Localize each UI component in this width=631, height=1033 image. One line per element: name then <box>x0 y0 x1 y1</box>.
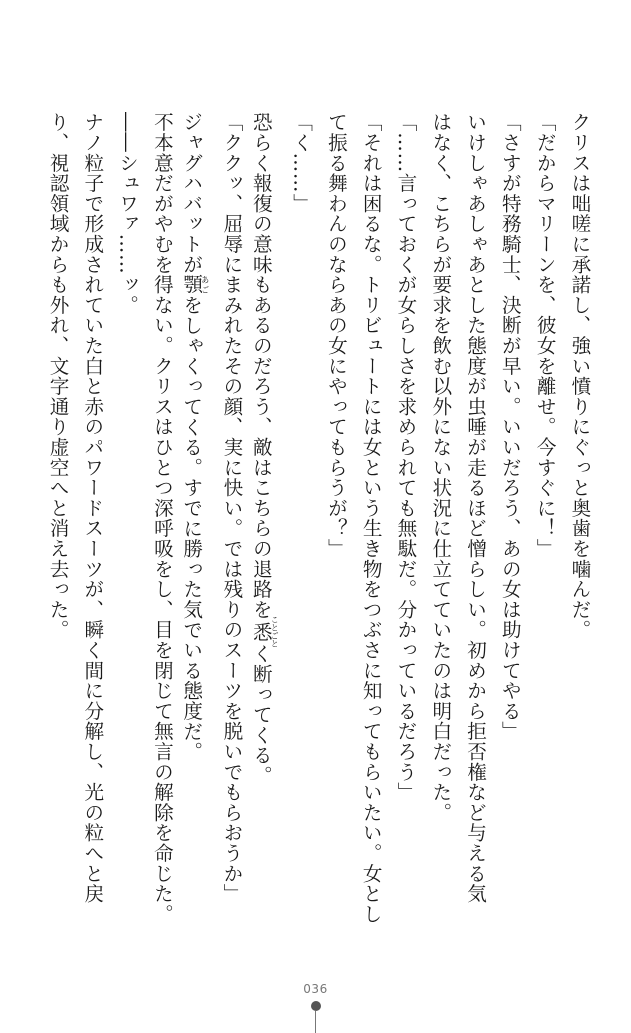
text-column <box>357 112 383 942</box>
page-marker-dot <box>311 1001 321 1011</box>
ruby-base: 顎 <box>179 274 203 295</box>
text-segment: て振る舞わんのならあの女にやってもらうが？」 <box>324 112 348 559</box>
ruby-reading: あご <box>200 274 210 295</box>
page-marker-line <box>315 1011 316 1033</box>
text-segment: 不本意だがやむを得ない。クリスはひとつ深呼吸をし、目を閉じて無言の解除を命じた。 <box>150 112 174 924</box>
text-segment: ――シュワァ……ッ。 <box>115 112 139 315</box>
text-segment: 「く……」 <box>289 112 313 214</box>
text-segment: をしゃくってくる。すでに勝った気でいる態度だ。 <box>179 294 203 762</box>
ruby-base: 悉 <box>249 615 273 648</box>
text-column <box>79 112 105 942</box>
text-column <box>566 112 592 942</box>
text-column <box>322 112 348 942</box>
text-segment: り、視認領域からも外れ、文字通り虚空へと消え去った。 <box>46 112 69 640</box>
text-column <box>496 112 522 942</box>
text-segment: クリスは咄嗟に承諾し、強い憤りにぐっと奥歯を噛んだ。 <box>567 112 591 640</box>
text-segment: ナノ粒子で形成されていた白と赤のパワードスーツが、瞬く間に分解し、光の粒へと戻 <box>80 112 104 904</box>
ruby-reading: ことごと <box>270 615 280 648</box>
text-column <box>114 112 140 942</box>
text-segment: はなく、こちらが要求を飲む以外にない状況に仕立てていたのは明白だった。 <box>428 112 452 823</box>
text-segment: 「それは困るな。トリビュートには女という生き物をつぶさに知ってもらいたい。女とし <box>359 112 383 924</box>
text-segment: いけしゃあしゃあとした態度が虫唾が走るほど憎らしい。初めから拒否権など与える気 <box>463 112 487 904</box>
text-column <box>531 112 557 942</box>
text-segment: 「さすが特務騎士、決断が早い。いいだろう、あの女は助けてやる」 <box>498 112 522 742</box>
text-segment: 「ククッ、屈辱にまみれたその顔、実に快い。では残りのスーツを脱いでもらおうか」 <box>219 112 243 904</box>
text-column <box>392 112 418 942</box>
ruby-annotation <box>249 615 280 648</box>
page-footer <box>0 982 631 1033</box>
text-column <box>427 112 453 942</box>
text-column <box>218 112 244 942</box>
text-column <box>179 112 210 942</box>
text-segment: 恐らく報復の意味もあるのだろう、敵はこちらの退路を <box>249 112 273 620</box>
text-segment: 「だからマリーンを、彼女を離せ。今すぐに！」 <box>533 112 557 559</box>
text-column <box>148 112 174 942</box>
text-segment: 「……言っておくが女らしさを求められても無駄だ。分かっているだろう」 <box>393 112 417 803</box>
page-number: 036 <box>303 982 328 996</box>
text-segment: ジャグハバットが <box>179 112 203 275</box>
text-column <box>249 112 280 942</box>
text-column <box>44 112 70 942</box>
text-column <box>288 112 314 942</box>
text-column <box>462 112 488 942</box>
text-segment: く断ってくる。 <box>249 643 273 786</box>
ruby-annotation <box>179 274 210 295</box>
vertical-text-block <box>44 112 592 942</box>
